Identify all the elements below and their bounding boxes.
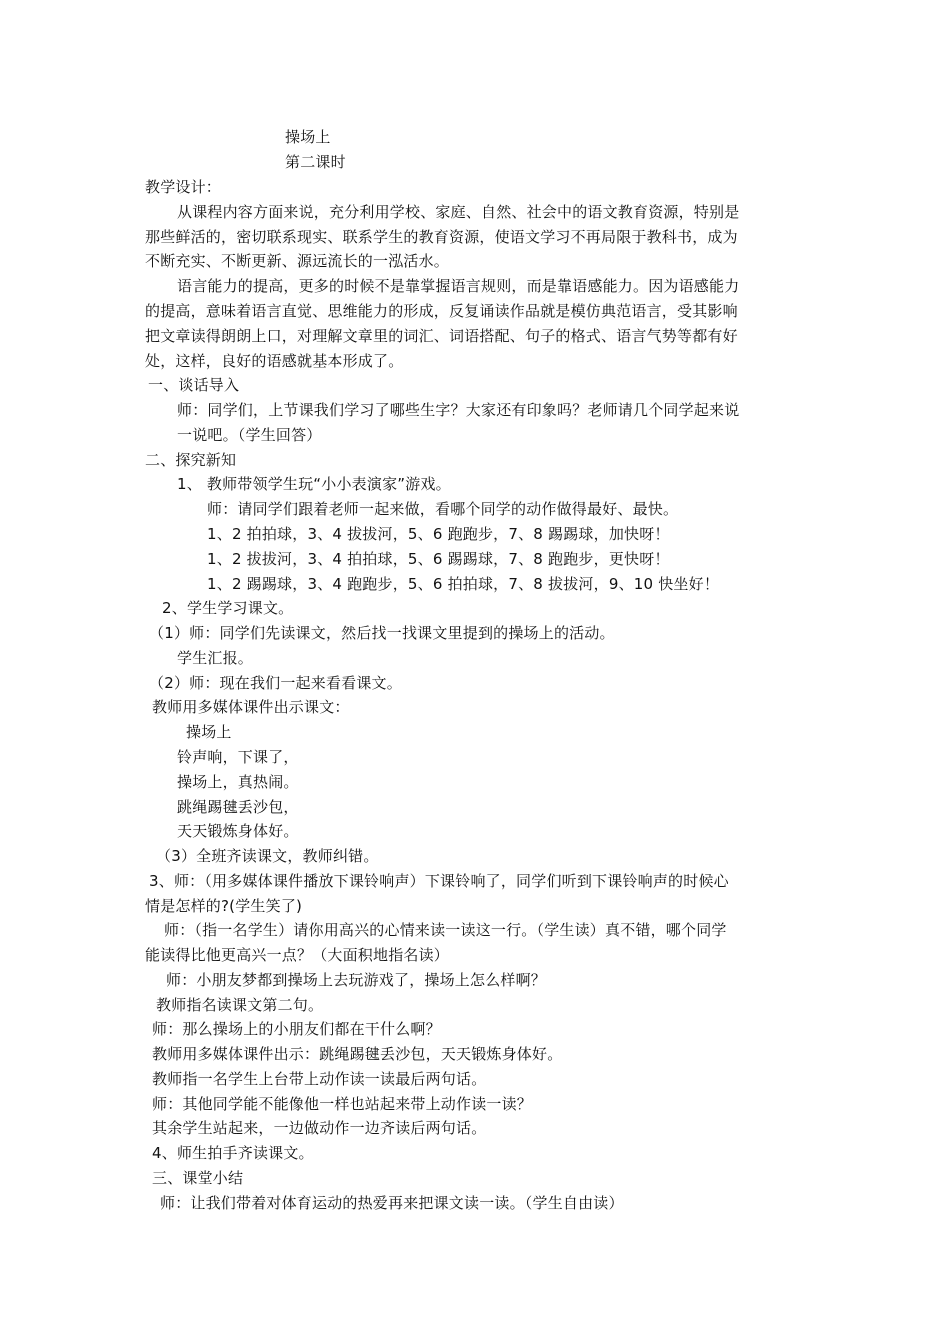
paragraph-line: （2）师：现在我们一起来看看课文。 [149, 674, 402, 692]
poem-title: 操场上 [186, 723, 232, 741]
section-heading: 二、探究新知 [145, 451, 237, 469]
paragraph-line: 处，这样，良好的语感就基本形成了。 [145, 352, 404, 370]
paragraph-line: 师：其他同学能不能像他一样也站起来带上动作读一读？ [152, 1095, 533, 1113]
paragraph-line: 不断充实、不断更新、源远流长的一泓活水。 [145, 252, 450, 270]
paragraph-line: 从课程内容方面来说，充分利用学校、家庭、自然、社会中的语文教育资源，特别是 [177, 203, 740, 221]
paragraph-line: 师：让我们带着对体育运动的热爱再来把课文读一读。（学生自由读） [160, 1194, 624, 1212]
section-heading: 教学设计： [145, 178, 222, 196]
step-item: 3、师：（用多媒体课件播放下课铃响声）下课铃响了，同学们听到下课铃响声的时候心 [149, 872, 729, 890]
poem-line: 天天锻炼身体好。 [177, 822, 299, 840]
paragraph-line: （1）师：同学们先读课文，然后找一找课文里提到的操场上的活动。 [149, 624, 615, 642]
paragraph-line: 学生汇报。 [177, 649, 254, 667]
poem-line: 铃声响，下课了， [177, 748, 299, 766]
poem-line: 操场上，真热闹。 [177, 773, 299, 791]
step-item: 4、师生拍手齐读课文。 [152, 1144, 314, 1162]
paragraph-line: 其余学生站起来，一边做动作一边齐读后两句话。 [152, 1119, 487, 1137]
paragraph-line: 一说吧。（学生回答） [177, 426, 322, 444]
paragraph-line: 师：请同学们跟着老师一起来做，看哪个同学的动作做得最好、最快。 [207, 500, 679, 518]
paragraph-line: 那些鲜活的，密切联系现实、联系学生的教育资源，使语文学习不再局限于教科书，成为 [145, 228, 738, 246]
chant-line: 1、2 踢踢球，3、4 跑跑步，5、6 拍拍球，7、8 拔拔河，9、10 快坐好！ [207, 575, 720, 593]
section-heading: 三、课堂小结 [152, 1169, 244, 1187]
paragraph-line: 教师用多媒体课件出示：跳绳踢毽丢沙包，天天锻炼身体好。 [152, 1045, 563, 1063]
paragraph-line: 情是怎样的?(学生笑了) [145, 897, 303, 915]
step-item: 2、学生学习课文。 [162, 599, 294, 617]
paragraph-line: 师：（指一名学生）请你用高兴的心情来读一读这一行。（学生读）真不错，哪个同学 [164, 921, 727, 939]
paragraph-line: （3）全班齐读课文，教师纠错。 [156, 847, 379, 865]
chant-line: 1、2 拔拔河，3、4 拍拍球，5、6 踢踢球，7、8 跑跑步，更快呀！ [207, 550, 670, 568]
page-subtitle: 第二课时 [285, 153, 346, 171]
chant-line: 1、2 拍拍球，3、4 拔拔河，5、6 跑跑步，7、8 踢踢球，加快呀！ [207, 525, 670, 543]
paragraph-line: 师：那么操场上的小朋友们都在干什么啊？ [152, 1020, 441, 1038]
paragraph-line: 的提高，意味着语言直觉、思维能力的形成，反复诵读作品就是模仿典范语言，受其影响 [145, 302, 738, 320]
paragraph-line: 语言能力的提高，更多的时候不是靠掌握语言规则，而是靠语感能力。因为语感能力 [177, 277, 740, 295]
paragraph-line: 教师指一名学生上台带上动作读一读最后两句话。 [152, 1070, 487, 1088]
section-heading: 一、谈话导入 [148, 376, 240, 394]
paragraph-line: 把文章读得朗朗上口，对理解文章里的词汇、词语搭配、句子的格式、语言气势等都有好 [145, 327, 738, 345]
paragraph-line: 教师用多媒体课件出示课文： [152, 698, 350, 716]
step-item: 1、 教师带领学生玩“小小表演家”游戏。 [177, 475, 451, 493]
paragraph-line: 师：同学们，上节课我们学习了哪些生字？大家还有印象吗？老师请几个同学起来说 [177, 401, 740, 419]
page-title: 操场上 [285, 128, 331, 146]
paragraph-line: 师：小朋友梦都到操场上去玩游戏了，操场上怎么样啊？ [166, 971, 547, 989]
paragraph-line: 教师指名读课文第二句。 [156, 996, 324, 1014]
poem-line: 跳绳踢毽丢沙包， [177, 798, 299, 816]
paragraph-line: 能读得比他更高兴一点？（大面积地指名读） [145, 946, 450, 964]
